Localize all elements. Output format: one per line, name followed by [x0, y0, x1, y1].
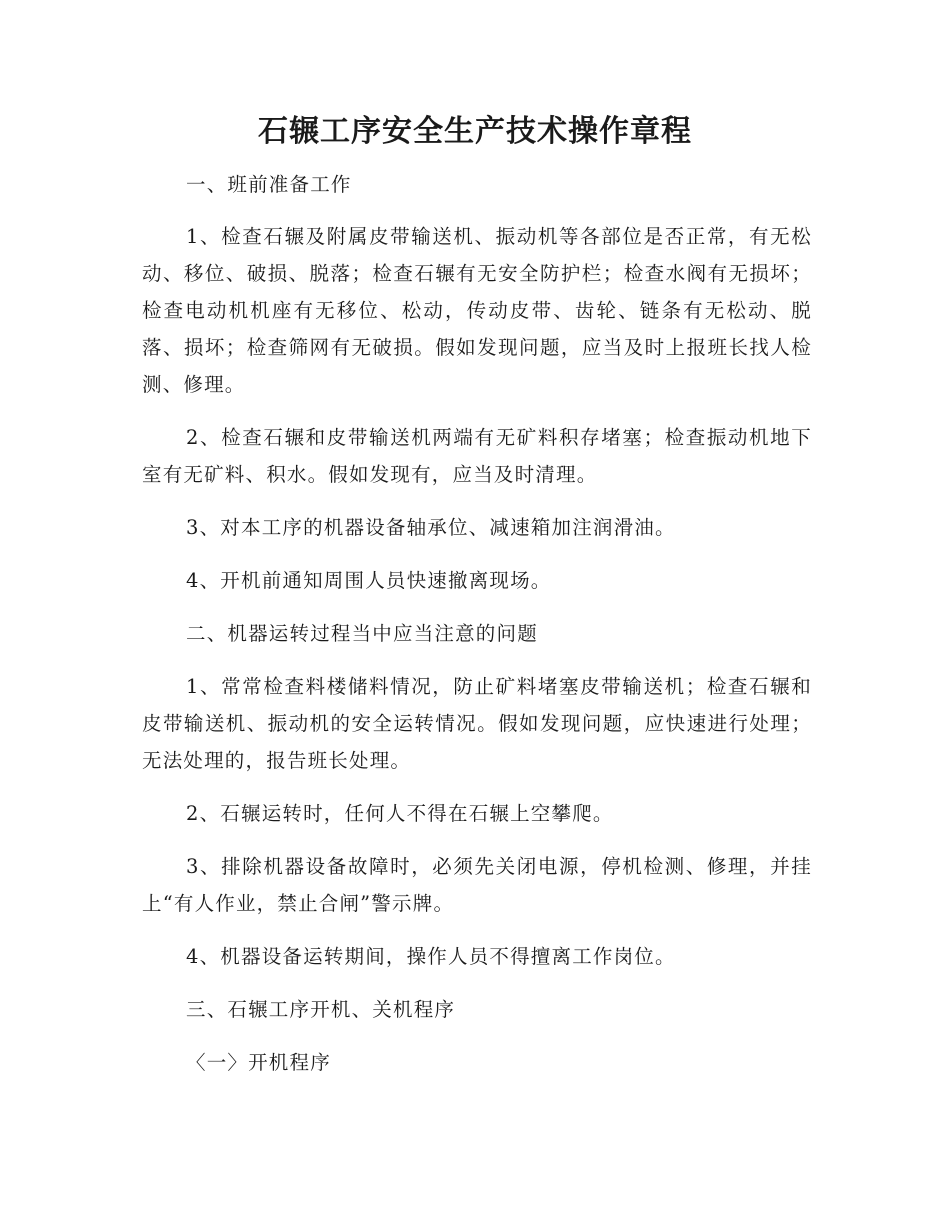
- subsection-heading-1: 〈一〉开机程序: [186, 1051, 331, 1074]
- paragraph-1-2: 2、检查石辗和皮带输送机两端有无矿料积存堵塞；检查振动机地下室有无矿料、积水。假如发现有，应当及时清理。: [142, 426, 812, 486]
- paragraph-2-2: 2、石辗运转时，任何人不得在石辗上空攀爬。: [186, 802, 614, 825]
- paragraph-1-3: 3、对本工序的机器设备轴承位、减速箱加注润滑油。: [186, 516, 676, 539]
- paragraph-2-1: 1、常常检查料楼储料情况，防止矿料堵塞皮带输送机；检查石辗和皮带输送机、振动机的安全运转情况。假如发现问题，应快速进行处理；无法处理的，报告班长处理。: [142, 675, 812, 772]
- paragraph-2-3: 3、排除机器设备故障时，必须先关闭电源，停机检测、修理，并挂上“有人作业，禁止合闸”警示牌。: [142, 855, 812, 915]
- section-heading-1: 一、班前准备工作: [186, 173, 352, 196]
- document-body: [142, 166, 812, 1081]
- paragraph-1-1: 1、检查石辗及附属皮带输送机、振动机等各部位是否正常，有无松动、移位、破损、脱落；检查石辗有无安全防护栏；检查水阀有无损坏；检查电动机机座有无移位、松动，传动皮带、齿轮、链条有无松动、脱落、损坏；检查筛网有无破损。假如发现问题，应当及时上报班长找人检测、修理。: [142, 225, 812, 396]
- section-heading-2: 二、机器运转过程当中应当注意的问题: [186, 622, 538, 645]
- section-heading-3: 三、石辗工序开机、关机程序: [186, 998, 456, 1021]
- document-title: 石辗工序安全生产技术操作章程: [258, 114, 692, 149]
- paragraph-1-4: 4、开机前通知周围人员快速撤离现场。: [186, 569, 552, 592]
- paragraph-2-4: 4、机器设备运转期间，操作人员不得擅离工作岗位。: [186, 945, 676, 968]
